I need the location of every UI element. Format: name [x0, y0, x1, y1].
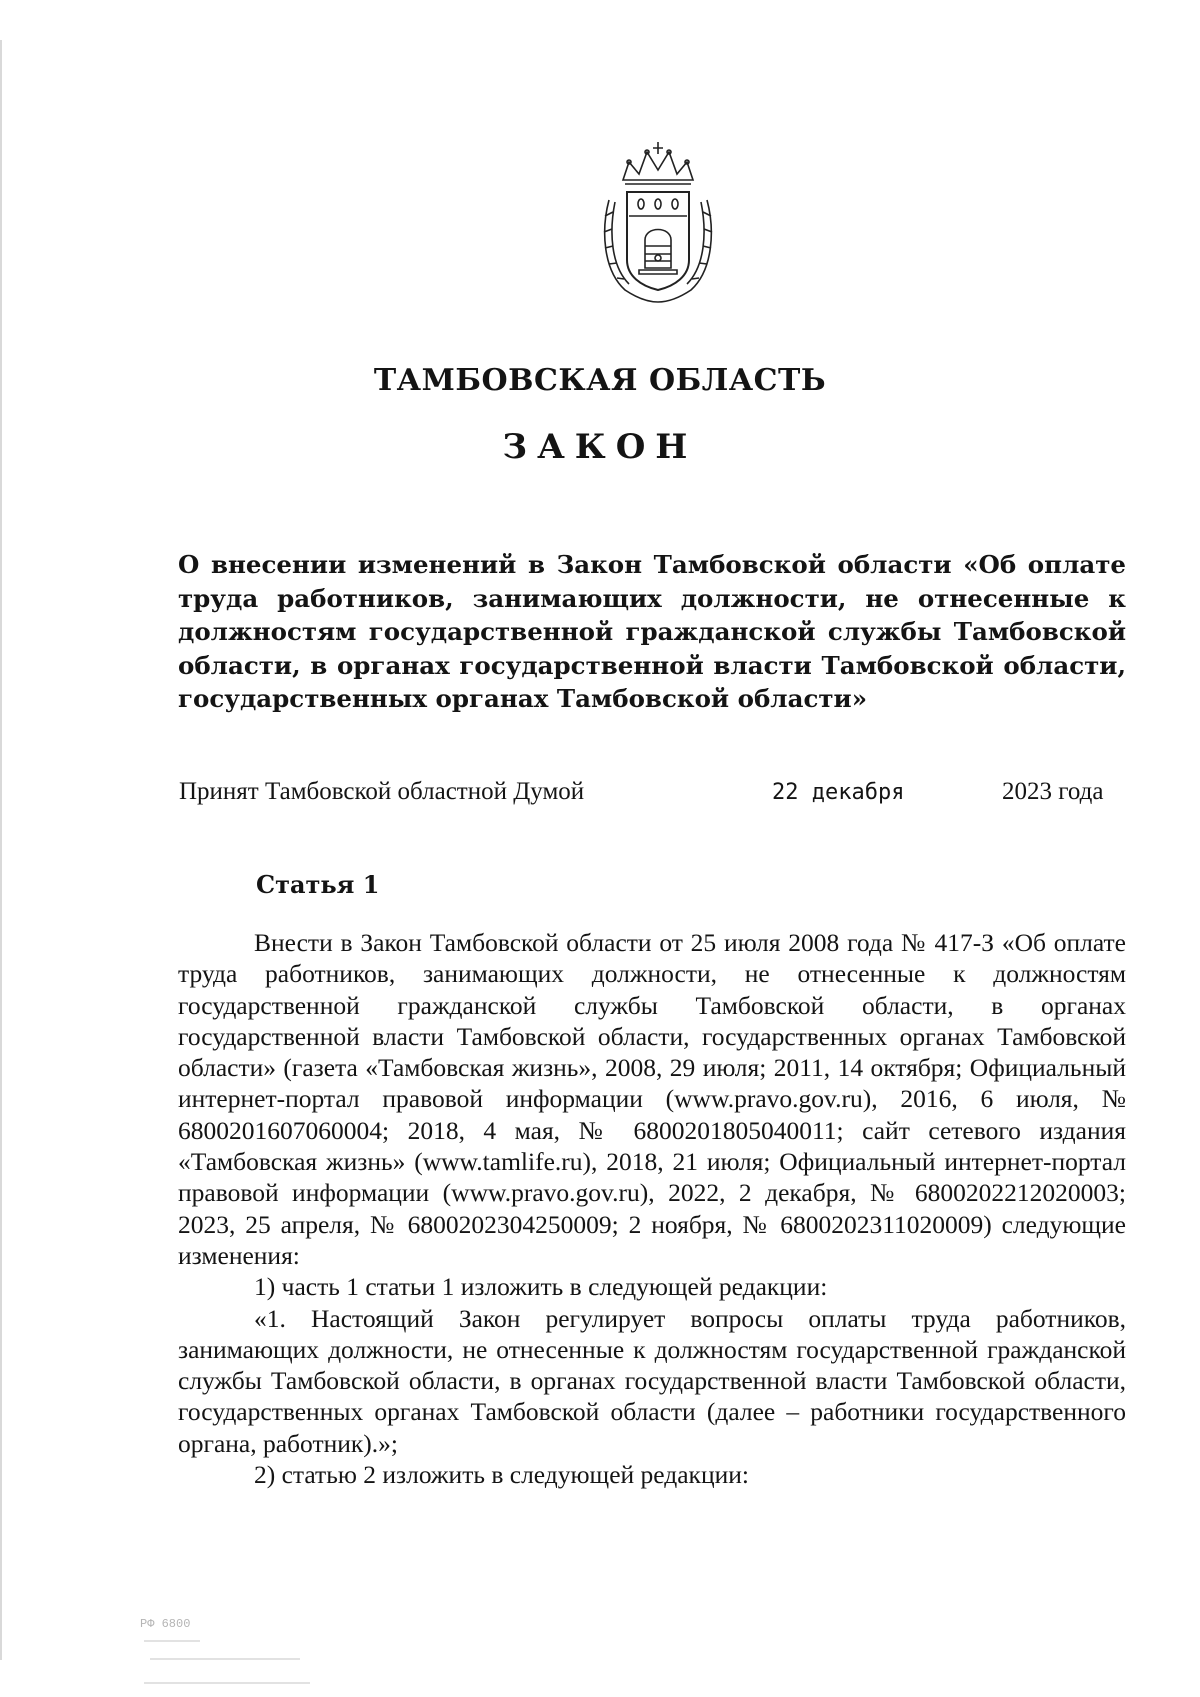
region-heading: ТАМБОВСКАЯ ОБЛАСТЬ: [373, 363, 827, 398]
law-title: О внесении изменений в Закон Тамбовской области «Об оплате труда работников, занимающих должности, не отнесенные к должностям государственной гражданской службы Тамбовской области, в органах государственной власти Тамбовской области, государственных органах Тамбовской области»: [178, 550, 1126, 713]
document-type: ЗАКОН: [502, 427, 698, 467]
stamp-text: РФ 6800: [140, 1617, 191, 1631]
paragraph-item-1: 1) часть 1 статьи 1 изложить в следующей редакции:: [254, 1272, 828, 1302]
article-body: [178, 927, 1126, 1490]
stamp-marks: [140, 1611, 340, 1686]
adopted-by: Принят Тамбовской областной Думой: [179, 778, 585, 805]
adopted-date: 22 декабря: [772, 780, 905, 805]
paragraph-intro: Внести в Закон Тамбовской области от 25 июля 2008 года № 417-З «Об оплате труда работников, занимающих должности, не отнесенные к должностям государственной гражданской службы Тамбовской области, в органах государственной власти Тамбовской области, государственных органах Тамбовской области» (газета «Тамбовская жизнь», 2008, 29 июля; 2011, 14 октября; Официальный интернет-портал правовой информации (www.pravo.gov.ru), 2016, 6 июля, № 6800201607060004; 2018, 4 мая, № 6800201805040011; сайт сетевого издания «Тамбовская жизнь» (www.tamlife.ru), 2018, 21 июля; Официальный интернет-портал правовой информации (www.pravo.gov.ru), 2022, 2 декабря, № 6800202212020003; 2023, 25 апреля, № 6800202304250009; 2 ноября, № 6800202311020009) следующие изменения:: [178, 928, 1126, 1270]
paragraph-item-2: 2) статью 2 изложить в следующей редакции:: [254, 1460, 749, 1490]
coat-of-arms-icon: [595, 140, 721, 306]
paragraph-quote-1: «1. Настоящий Закон регулирует вопросы оплаты труда работников, занимающих должности, не отнесенные к должностям государственной гражданской службы Тамбовской области, в органах государственной власти Тамбовской области, государственных органах Тамбовской области (далее – работники государственного органа, работник).»;: [178, 1303, 1126, 1458]
adopted-year: 2023 года: [1002, 778, 1104, 805]
article-heading: Статья 1: [256, 870, 380, 899]
scan-edge: [0, 40, 2, 1660]
faded-stamp: [140, 1611, 340, 1686]
